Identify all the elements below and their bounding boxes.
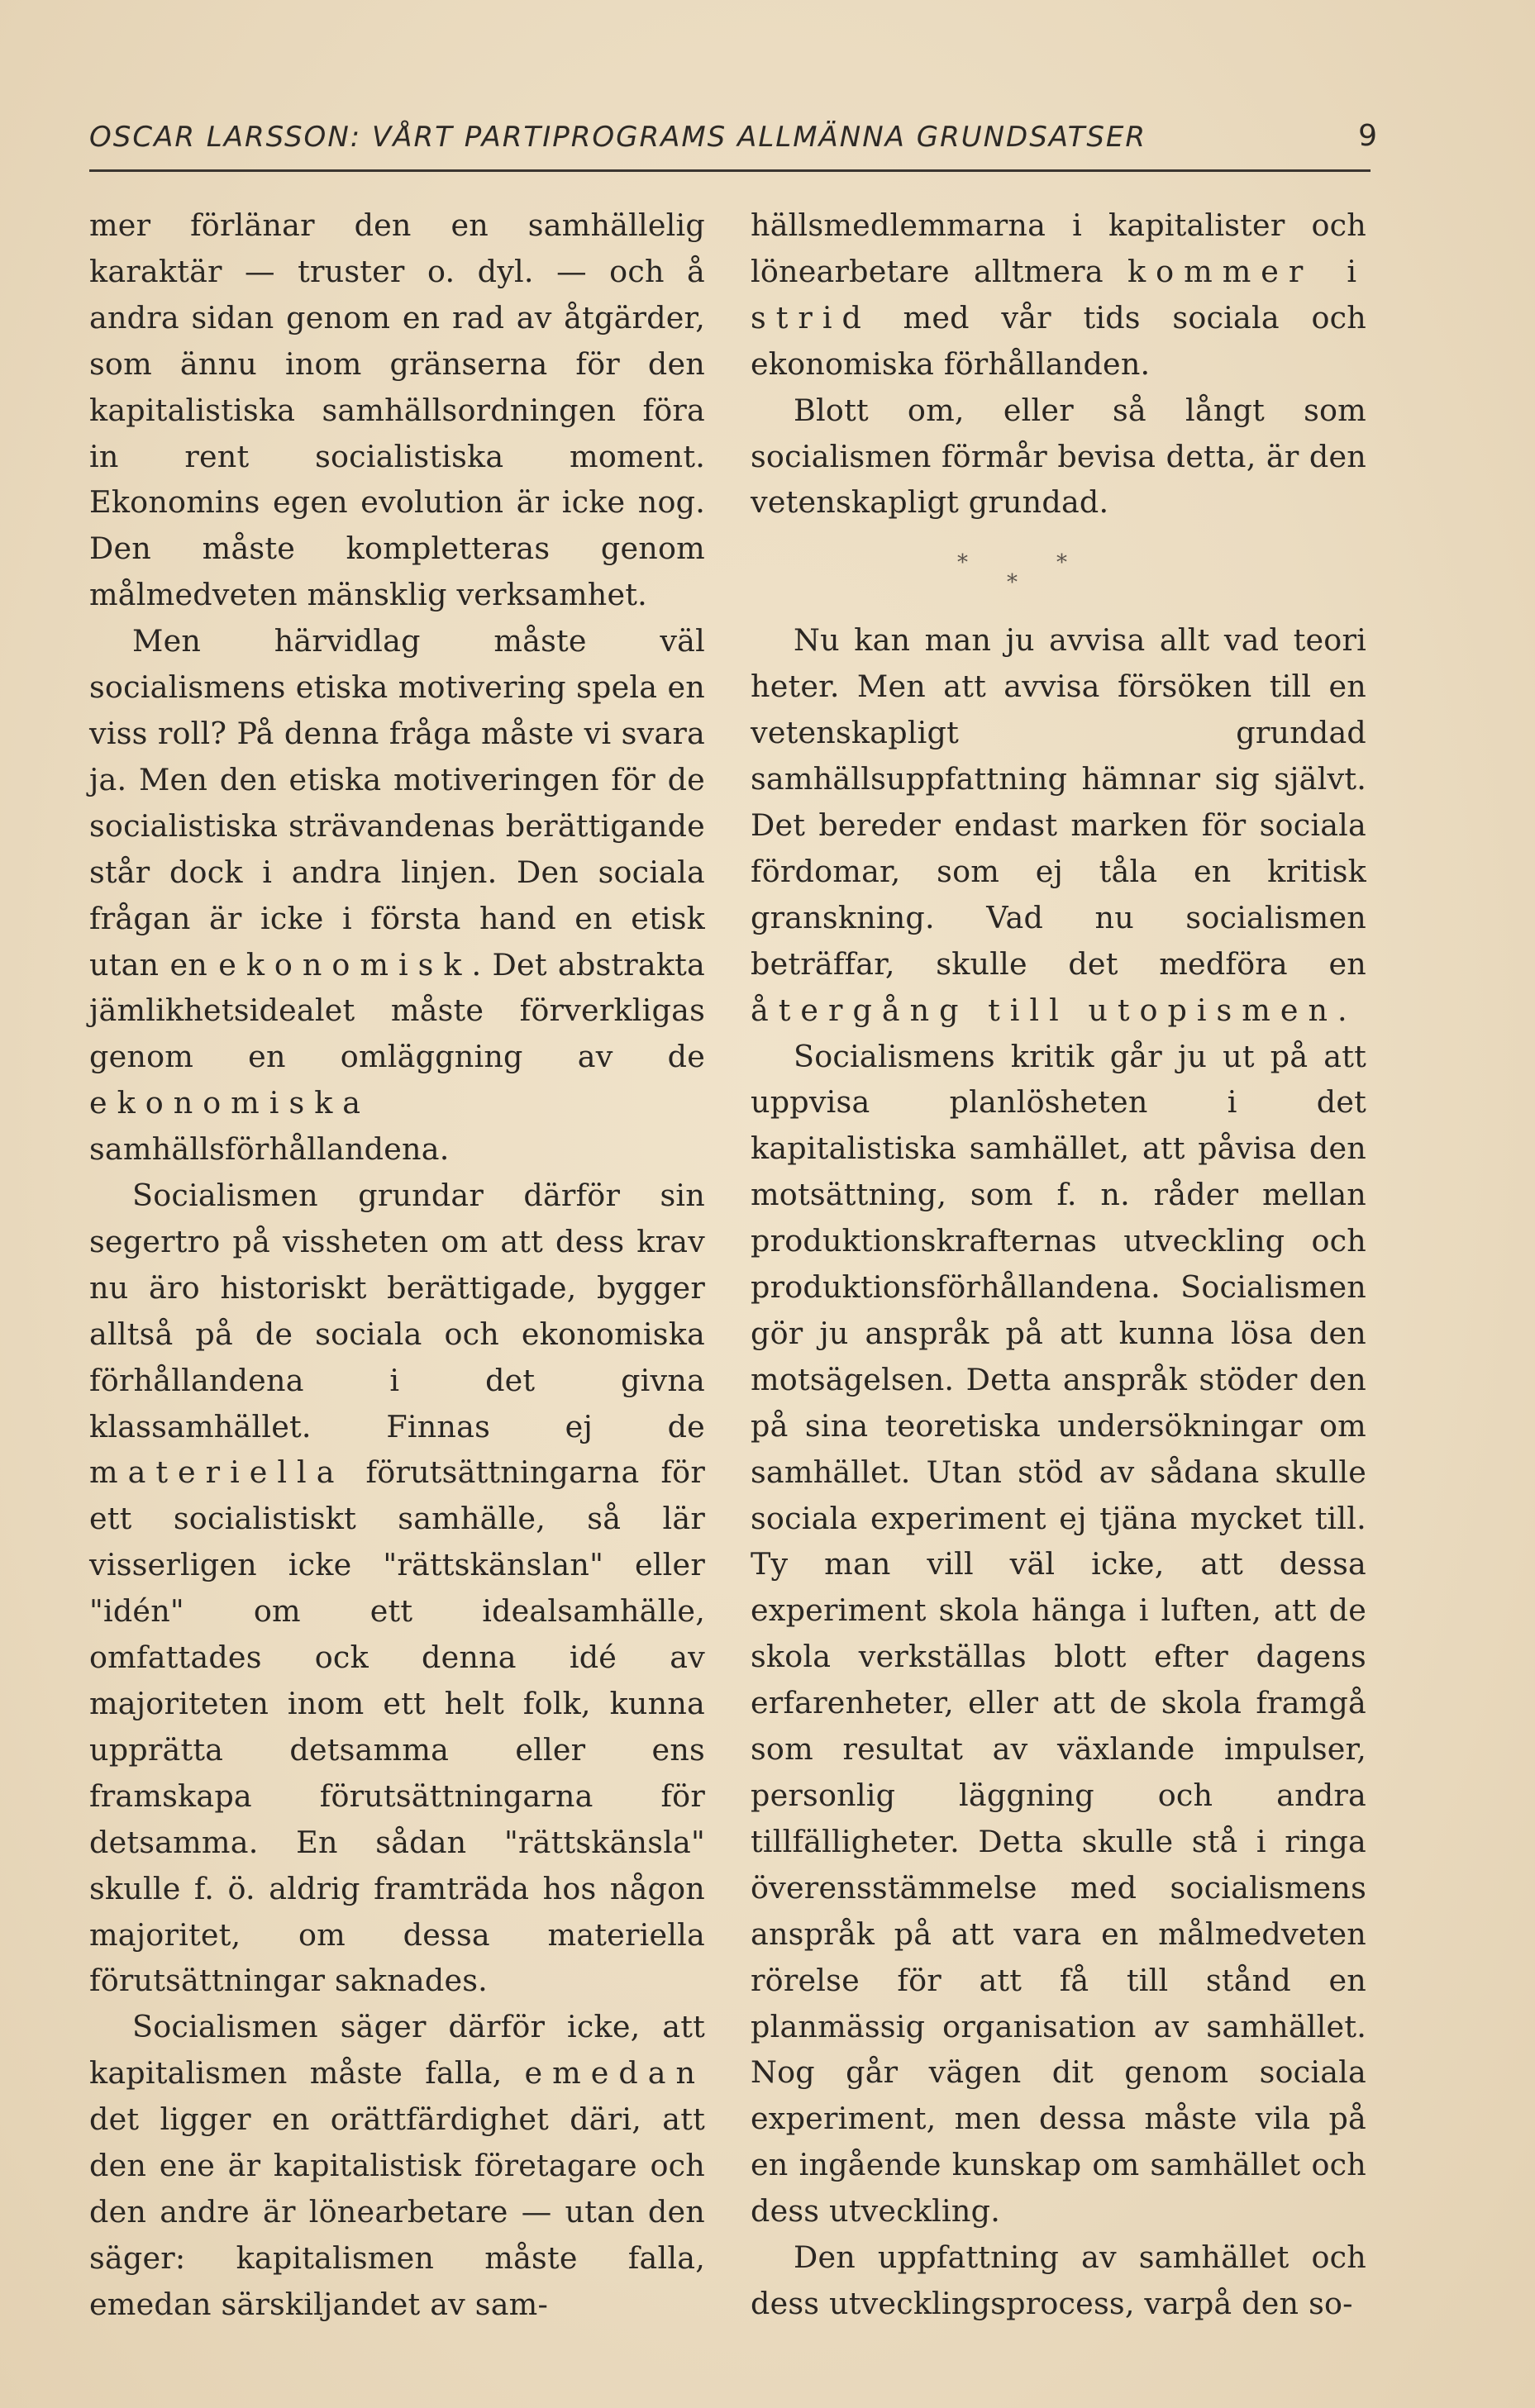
spaced-emphasis: kommer i strid (751, 253, 1367, 336)
paragraph-text: med vår tids sociala och ekonomiska förhållanden. (751, 299, 1366, 382)
paragraph-text: samhällsförhållandena. (89, 1131, 450, 1168)
paragraph (89, 618, 705, 1173)
paragraph (751, 2234, 1366, 2327)
header-rule (89, 169, 1371, 172)
paragraph-text: det ligger en orättfärdighet däri, att den ene är kapitalistisk företagare och den andre är lönearbetare — utan den säger: kapitalismen måste falla, emedan särskiljandet av sam- (89, 2101, 705, 2322)
asterisk: * (1056, 550, 1068, 576)
paragraph-text: . Det abstrakta jämlikhetsidealet måste förverkligas genom en omläggning av de (89, 946, 706, 1075)
paragraph (751, 1034, 1366, 2235)
asterisk: * (957, 550, 969, 576)
left-column (89, 202, 705, 2328)
paragraph (751, 388, 1366, 526)
running-head: OSCAR LARSSON: VÅRT PARTIPROGRAMS ALLMÄNNA GRUNDSATSER (89, 121, 1147, 154)
paragraph (751, 202, 1366, 388)
paragraph (89, 202, 705, 618)
section-break-asterisks (751, 526, 1366, 617)
paragraph (89, 2004, 705, 2327)
paragraph-text: Men härvidlag måste väl socialismens etiska motivering spela en viss roll? På denna fråga måste vi svara ja. Men den etiska motiveringen för de socialistiska strävandenas berättigande står dock i andra linjen. Den sociala frågan är icke i första hand en etisk utan en (89, 623, 705, 983)
paragraph (751, 617, 1366, 1033)
spaced-emphasis: ekonomisk (218, 946, 472, 983)
paragraph-text: Socialismen säger därför icke, att kapitalismen måste falla, (89, 2009, 705, 2092)
paragraph-text: Nu kan man ju avvisa allt vad teori heter. Men att avvisa försöken till en vetenskapligt grundad samhällsuppfattning hämnar sig självt. Det bereder endast marken för sociala fördomar, som ej tåla en kritisk granskning. Vad nu socialismen beträffar, skulle det medföra en (751, 622, 1366, 982)
paragraph (89, 1173, 705, 2004)
asterisk: * (1007, 570, 1018, 596)
spaced-emphasis: materiella (89, 1454, 345, 1491)
page-header (89, 114, 1377, 164)
spaced-emphasis: emedan (524, 2055, 705, 2092)
paragraph-text: mer förlänar den en samhällelig karaktär — truster o. dyl. — och å andra sidan genom en rad av åtgärder, som ännu inom gränserna för den kapitalistiska samhällsordningen föra in rent socialistiska moment. Ekonomins egen evolution är icke nog. Den måste kompletteras genom målmedveten mänsklig verksamhet. (89, 207, 705, 613)
right-column (751, 202, 1366, 2327)
paragraph-text: Blott om, eller så långt som socialismen förmår bevisa detta, är den vetenskapligt grundad. (751, 392, 1366, 521)
spaced-emphasis: återgång till utopismen (751, 992, 1338, 1028)
page-number: 9 (1358, 119, 1377, 153)
paragraph-text: Socialismens kritik går ju ut på att uppvisa planlösheten i det kapitalistiska samhället, att påvisa den motsättning, som f. n. råder mellan produktionskrafternas utveckling och produktionsförhållandena. Socialismen gör ju anspråk på att kunna lösa den motsägelsen. Detta anspråk stöder den på sina teoretiska undersökningar om samhället. Utan stöd av sådana skulle sociala experiment ej tjäna mycket till. Ty man vill väl icke, att dessa experiment skola hänga i luften, att de skola verkställas blott efter dagens erfarenheter, eller att de skola framgå som resultat av växlande impulser, personlig läggning och andra tillfälligheter. Detta skulle stå i ringa överensstämmelse med socialismens anspråk på att vara en målmedveten rörelse för att få till stånd en planmässig organisation av samhället. Nog går vägen dit genom sociala experiment, men dessa måste vila på en ingående kunskap om samhället och dess utveckling. (751, 1038, 1366, 2230)
paragraph-text: hällsmedlemmarna i kapitalister och lönearbetare alltmera (751, 207, 1366, 289)
paragraph-text: Den uppfattning av samhället och dess utvecklingsprocess, varpå den so- (751, 2239, 1366, 2321)
paragraph-text: förutsättningarna för ett socialistiskt samhälle, så lär visserligen icke "rättskänslan" eller "idén" om ett idealsamhälle, omfattades ock denna idé av majoriteten inom ett helt folk, kunna upprätta detsamma eller ens framskapa förutsättningarna för detsamma. En sådan "rättskänsla" skulle f. ö. aldrig framträda hos någon majoritet, om dessa materiella förutsättningar saknades. (89, 1454, 705, 1999)
spaced-emphasis: ekonomiska (89, 1085, 371, 1121)
paragraph-text: . (1337, 992, 1347, 1028)
paragraph-text: Socialismen grundar därför sin segertro på vissheten om att dess krav nu äro historiskt berättigade, bygger alltså på de sociala och ekonomiska förhållandena i det givna klassamhället. Finnas ej de (89, 1178, 705, 1444)
